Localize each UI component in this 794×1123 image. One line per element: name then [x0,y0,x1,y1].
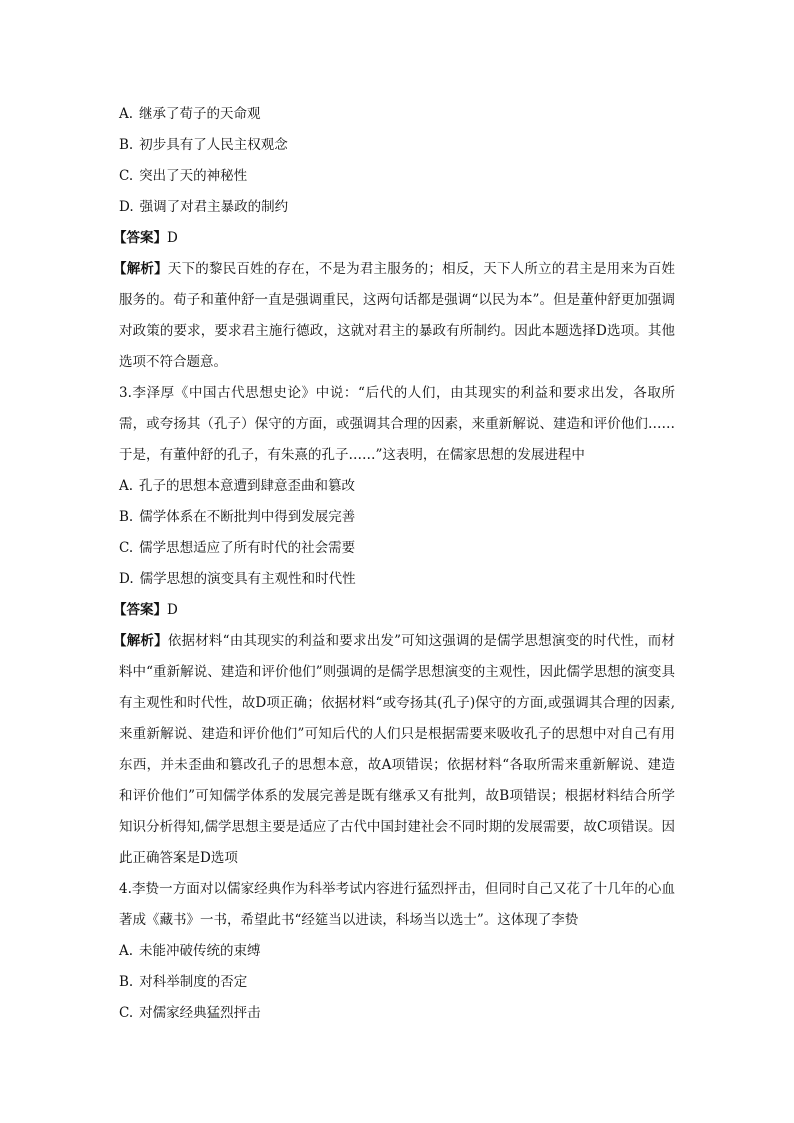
q2-option-b: B. 初步具有了人民主权观念 [119,137,288,153]
q4-option-b: B. 对科举制度的否定 [119,974,248,990]
q2-option-c: C. 突出了天的神秘性 [119,168,248,184]
q2-answer: 【答案】D [113,230,178,246]
q3-answer: 【答案】D [113,602,178,618]
q3-option-b: B. 儒学体系在不断批判中得到发展完善 [119,509,356,525]
q2-option-a: A. 继承了荀子的天命观 [119,106,261,122]
q3-options [119,471,675,595]
q4-option-a: A. 未能冲破传统的束缚 [119,943,261,959]
q3-stem: 3.李泽厚《中国古代思想史论》中说：“后代的人们，由其现实的利益和要求出发，各取所需，或夸扬其（孔子）保守的方面，或强调其合理的因素，来重新解说、建造和评价他们……于是，有董仲舒的孔子，有朱熹的孔子……”这表明，在儒家思想的发展进程中 [119,385,675,463]
q3-option-c: C. 儒学思想适应了所有时代的社会需要 [119,540,356,556]
q2-options [119,99,675,223]
document-page [113,99,676,1029]
q2-analysis: 【解析】天下的黎民百姓的存在，不是为君主服务的；相反，天下人所立的君主是用来为百姓服务的。荀子和董仲舒一直是强调重民，这两句话都是强调“以民为本”。但是董仲舒更加强调对政策的要求，要求君主施行德政，这就对君主的暴政有所制约。因此本题选择D选项。其他选项不符合题意。 [113,261,676,370]
q3-analysis: 【解析】依据材料“由其现实的利益和要求出发”可知这强调的是儒学思想演变的时代性，而材料中“重新解说、建造和评价他们”则强调的是儒学思想演变的主观性，因此儒学思想的演变具有主观性和时代性，故D项正确；依据材料“或夸扬其(孔子)保守的方面,或强调其合理的因素,来重新解说、建造和评价他们”可知后代的人们只是根据需要来吸收孔子的思想中对自己有用东西，并未歪曲和篡改孔子的思想本意，故A项错误；依据材料“各取所需来重新解说、建造和评价他们”可知儒学体系的发展完善是既有继承又有批判，故B项错误；根据材料结合所学知识分析得知,儒学思想主要是适应了古代中国封建社会不同时期的发展需要，故C项错误。因此正确答案是D选项 [113,633,676,866]
q4-option-c: C. 对儒家经典猛烈抨击 [119,1005,261,1021]
q4-stem: 4.李贽一方面对以儒家经典作为科举考试内容进行猛烈抨击，但同时自己又花了十几年的心血著成《藏书》一书，希望此书“经筵当以进读，科场当以选士”。这体现了李贽 [119,881,675,928]
q4-options [119,936,675,1029]
q3-option-d: D. 儒学思想的演变具有主观性和时代性 [119,571,356,587]
q3-option-a: A. 孔子的思想本意遭到肆意歪曲和篡改 [119,478,356,494]
q2-option-d: D. 强调了对君主暴政的制约 [119,199,289,215]
